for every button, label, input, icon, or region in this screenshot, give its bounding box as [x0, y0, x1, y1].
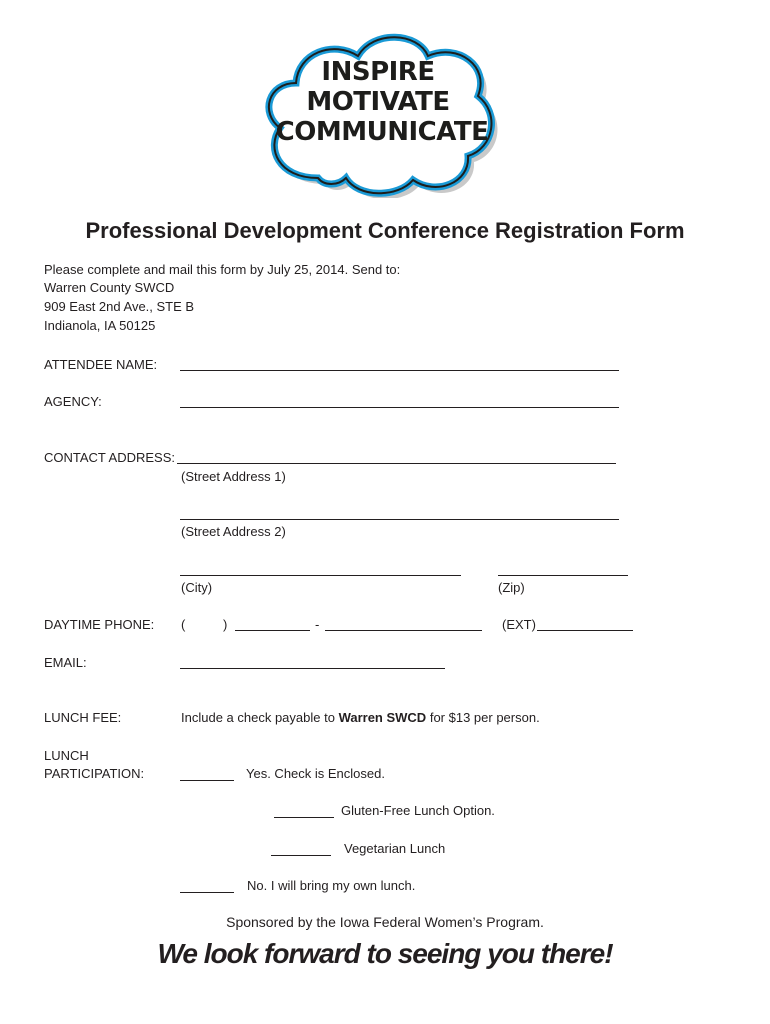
closing-message: We look forward to seeing you there!	[157, 938, 613, 969]
email-field[interactable]	[180, 654, 445, 669]
street-address-1-caption: (Street Address 1)	[181, 469, 286, 484]
intro-city: Indianola, IA 50125	[44, 318, 156, 333]
zip-caption: (Zip)	[498, 580, 525, 595]
lunch-vegetarian-option: Vegetarian Lunch	[344, 841, 446, 856]
street-address-2-field[interactable]	[180, 505, 619, 520]
lunch-vegetarian-blank[interactable]	[271, 841, 331, 856]
logo-line-communicate: COMMUNICATE	[275, 117, 489, 147]
lunch-gluten-free-blank[interactable]	[274, 803, 334, 818]
form-title: Professional Development Conference Registration Form	[85, 218, 685, 243]
daytime-phone-label: DAYTIME PHONE:	[44, 617, 155, 632]
phone-area-code-field[interactable]	[190, 617, 220, 631]
phone-close-paren: )	[223, 617, 228, 632]
phone-dash: -	[315, 617, 320, 632]
agency-label: AGENCY:	[44, 394, 102, 409]
inspire-motivate-communicate-logo	[258, 28, 498, 198]
zip-field[interactable]	[498, 561, 628, 576]
street-address-2-caption: (Street Address 2)	[181, 524, 286, 539]
lunch-participation-label-line2: PARTICIPATION:	[44, 766, 145, 781]
intro-instructions: Please complete and mail this form by July 25, 2014. Send to:	[44, 262, 401, 277]
lunch-no-blank[interactable]	[180, 878, 234, 893]
lunch-fee-text-before: Include a check payable to	[181, 710, 335, 725]
phone-prefix-field[interactable]	[235, 616, 310, 631]
lunch-fee-text-after: for $13 per person.	[429, 710, 540, 725]
city-caption: (City)	[181, 580, 213, 595]
lunch-fee-payee: Warren SWCD	[338, 710, 427, 725]
attendee-name-field[interactable]	[180, 356, 619, 371]
lunch-yes-blank[interactable]	[180, 766, 234, 781]
agency-field[interactable]	[180, 393, 619, 408]
ext-caption: (EXT)	[502, 617, 536, 632]
phone-open-paren: (	[181, 617, 186, 632]
logo-line-motivate: MOTIVATE	[306, 87, 450, 117]
attendee-name-label: ATTENDEE NAME:	[44, 357, 158, 372]
phone-number-field[interactable]	[325, 616, 482, 631]
phone-ext-field[interactable]	[537, 616, 633, 631]
intro-recipient: Warren County SWCD	[44, 280, 175, 295]
lunch-fee-label: LUNCH FEE:	[44, 710, 122, 725]
lunch-yes-option: Yes. Check is Enclosed.	[246, 766, 385, 781]
email-label: EMAIL:	[44, 655, 87, 670]
lunch-fee-text	[181, 710, 540, 726]
lunch-no-option: No. I will bring my own lunch.	[247, 878, 416, 893]
logo-line-inspire: INSPIRE	[321, 57, 435, 87]
lunch-gluten-free-option: Gluten-Free Lunch Option.	[341, 803, 495, 818]
intro-street: 909 East 2nd Ave., STE B	[44, 299, 195, 314]
street-address-1-field[interactable]	[177, 449, 616, 464]
city-field[interactable]	[180, 561, 461, 576]
lunch-participation-label-line1: LUNCH	[44, 748, 89, 763]
contact-address-label: CONTACT ADDRESS:	[44, 450, 175, 465]
sponsor-text: Sponsored by the Iowa Federal Women’s Program.	[226, 914, 544, 930]
